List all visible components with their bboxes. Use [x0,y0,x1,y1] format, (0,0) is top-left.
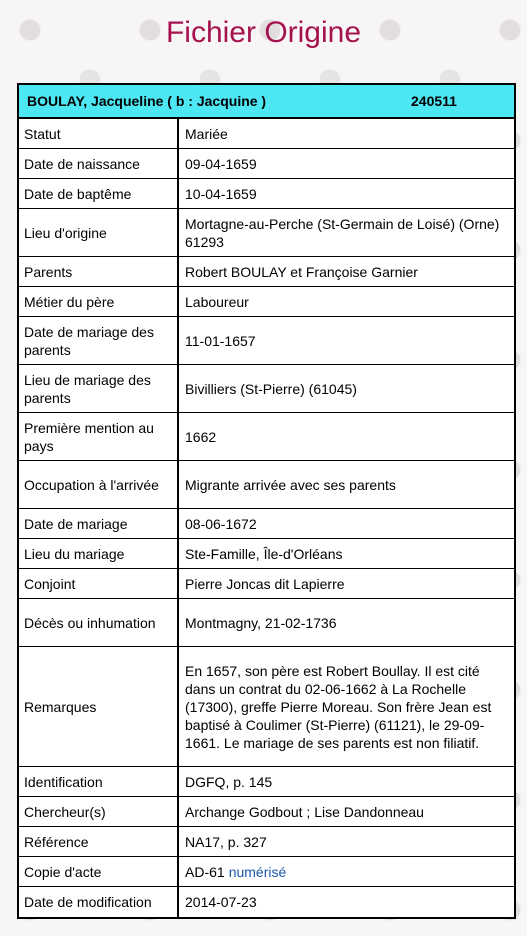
row-value: Mortagne-au-Perche (St-Germain de Loisé) (Orne) 61293 [185,215,500,250]
row-value: 08-06-1672 [185,515,257,532]
row-remarques [19,647,514,767]
row-value: Archange Godbout ; Lise Dandonneau [185,803,424,820]
row-value: 11-01-1657 [185,332,256,349]
row-value: Robert BOULAY et Françoise Garnier [185,263,418,280]
page-title: Fichier Origine [165,16,362,49]
row-label: Date de naissance [19,149,179,178]
row-metier-pere [19,287,514,317]
row-conjoint [19,569,514,599]
row-value: Mariée [185,125,228,142]
row-statut [19,119,514,149]
row-label: Conjoint [19,569,179,598]
copie-acte-text: AD-61 [185,863,225,880]
row-value: Migrante arrivée avec ses parents [185,476,396,493]
row-lieu-mariage-parents [19,365,514,413]
row-label: Métier du père [19,287,179,316]
row-label: Date de baptême [19,179,179,208]
row-label: Référence [19,827,179,856]
row-value: En 1657, son père est Robert Boullay. Il est cité dans un contrat du 02-06-1662 à La Rochelle (17300), greffe Pierre Moreau. Son frère Jean est baptisé à Coulimer (St-Pierre) (61121), le 29-09-1661. Le mariage de ses parents est non filiatif. [185,662,492,751]
row-label: Lieu de mariage des parents [19,365,179,412]
row-value: DGFQ, p. 145 [185,773,273,790]
row-lieu-origine [19,209,514,257]
row-date-modification [19,887,514,917]
row-value: Laboureur [185,293,249,310]
row-date-bapteme [19,179,514,209]
row-lieu-mariage [19,539,514,569]
row-value: 09-04-1659 [185,155,257,172]
row-value: Ste-Famille, Île-d'Orléans [185,545,343,562]
row-label: Date de mariage [19,509,179,538]
row-occupation-arrivee [19,461,514,509]
row-date-naissance [19,149,514,179]
row-premiere-mention [19,413,514,461]
row-value: NA17, p. 327 [185,833,267,850]
row-label: Décès ou inhumation [19,599,179,646]
row-date-mariage-parents [19,317,514,365]
record-header [19,85,514,119]
row-label: Première mention au pays [19,413,179,460]
row-label: Date de mariage des parents [19,317,179,364]
row-label: Identification [19,767,179,796]
row-date-mariage [19,509,514,539]
row-value [179,857,514,886]
row-identification [19,767,514,797]
row-label: Lieu d'origine [19,209,179,256]
row-parents [19,257,514,287]
row-label: Lieu du mariage [19,539,179,568]
row-value: 1662 [185,428,217,445]
row-label: Statut [19,119,179,148]
row-reference [19,827,514,857]
row-label: Occupation à l'arrivée [19,461,179,508]
row-value: Pierre Joncas dit Lapierre [185,575,345,592]
record-id: 240511 [411,93,457,109]
record-name: BOULAY, Jacqueline ( b : Jacquine ) [27,93,267,109]
row-value: Montmagny, 21-02-1736 [185,614,337,631]
row-label: Parents [19,257,179,286]
row-chercheurs [19,797,514,827]
row-copie-acte [19,857,514,887]
row-label: Chercheur(s) [19,797,179,826]
row-deces [19,599,514,647]
row-label: Date de modification [19,887,179,917]
row-label: Copie d'acte [19,857,179,886]
numerise-link[interactable]: numérisé [228,863,287,880]
record-table [17,83,516,919]
row-value: 10-04-1659 [185,185,257,202]
row-label: Remarques [19,647,179,766]
row-value: Bivilliers (St-Pierre) (61045) [185,380,357,397]
row-value: 2014-07-23 [185,894,257,910]
